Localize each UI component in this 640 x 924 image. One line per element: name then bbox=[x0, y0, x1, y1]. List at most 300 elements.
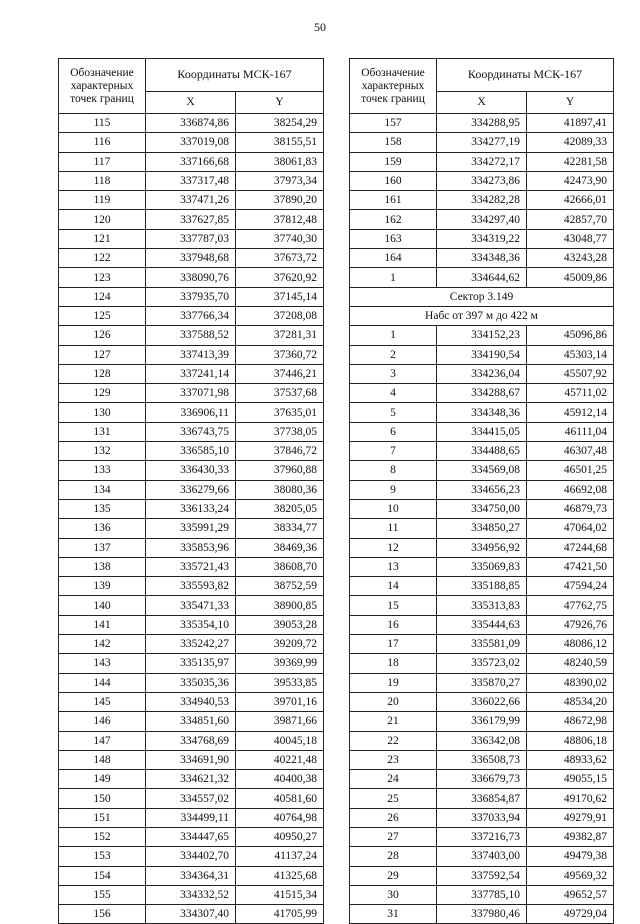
coord-x: 334332,52 bbox=[146, 885, 236, 904]
point-number: 4 bbox=[350, 384, 437, 403]
table-row bbox=[59, 519, 324, 538]
coord-x: 337216,73 bbox=[437, 827, 527, 846]
coord-x: 334656,23 bbox=[437, 480, 527, 499]
point-number: 142 bbox=[59, 635, 146, 654]
coord-x: 335581,09 bbox=[437, 635, 527, 654]
point-number: 23 bbox=[350, 750, 437, 769]
left-table-body bbox=[59, 114, 324, 924]
coord-y: 38155,51 bbox=[236, 133, 324, 152]
coord-x: 334750,00 bbox=[437, 499, 527, 518]
point-number: 144 bbox=[59, 673, 146, 692]
coord-y: 37846,72 bbox=[236, 442, 324, 461]
coord-y: 45096,86 bbox=[527, 326, 614, 345]
table-row bbox=[350, 442, 614, 461]
coord-y: 37973,34 bbox=[236, 171, 324, 190]
point-number: 1 bbox=[350, 268, 437, 287]
coord-y: 38608,70 bbox=[236, 557, 324, 576]
coord-x: 334940,53 bbox=[146, 692, 236, 711]
coord-y: 39533,85 bbox=[236, 673, 324, 692]
table-row bbox=[59, 326, 324, 345]
coord-y: 46879,73 bbox=[527, 499, 614, 518]
coord-x: 334282,28 bbox=[437, 191, 527, 210]
table-row bbox=[350, 114, 614, 133]
point-number: 29 bbox=[350, 866, 437, 885]
coord-y: 49729,04 bbox=[527, 905, 614, 924]
point-number: 27 bbox=[350, 827, 437, 846]
table-row bbox=[350, 577, 614, 596]
point-number: 157 bbox=[350, 114, 437, 133]
coord-x: 335069,83 bbox=[437, 557, 527, 576]
point-number: 12 bbox=[350, 538, 437, 557]
coord-x: 334569,08 bbox=[437, 461, 527, 480]
coord-y: 38254,29 bbox=[236, 114, 324, 133]
coord-y: 37620,92 bbox=[236, 268, 324, 287]
point-number: 14 bbox=[350, 577, 437, 596]
coord-y: 41137,24 bbox=[236, 847, 324, 866]
point-number: 138 bbox=[59, 557, 146, 576]
coord-x: 337071,98 bbox=[146, 384, 236, 403]
x-column-header: X bbox=[437, 91, 527, 113]
coord-x: 334557,02 bbox=[146, 789, 236, 808]
table-row bbox=[350, 191, 614, 210]
point-number: 145 bbox=[59, 692, 146, 711]
coordinates-table-left bbox=[58, 58, 324, 924]
coord-x: 334415,05 bbox=[437, 422, 527, 441]
coord-y: 47926,76 bbox=[527, 615, 614, 634]
coord-y: 48672,98 bbox=[527, 712, 614, 731]
coord-x: 334277,19 bbox=[437, 133, 527, 152]
table-row bbox=[350, 615, 614, 634]
point-number: 1 bbox=[350, 326, 437, 345]
coord-x: 335242,27 bbox=[146, 635, 236, 654]
table-row bbox=[350, 731, 614, 750]
coord-y: 45711,02 bbox=[527, 384, 614, 403]
coord-x: 334297,40 bbox=[437, 210, 527, 229]
coord-x: 336743,75 bbox=[146, 422, 236, 441]
coord-x: 334236,04 bbox=[437, 364, 527, 383]
coord-x: 334273,86 bbox=[437, 171, 527, 190]
coord-x: 334621,32 bbox=[146, 770, 236, 789]
coord-y: 41325,68 bbox=[236, 866, 324, 885]
point-number: 25 bbox=[350, 789, 437, 808]
coord-x: 338090,76 bbox=[146, 268, 236, 287]
coord-y: 38900,85 bbox=[236, 596, 324, 615]
coord-y: 37635,01 bbox=[236, 403, 324, 422]
coordinates-header: Координаты МСК-167 bbox=[146, 59, 324, 92]
coord-y: 48086,12 bbox=[527, 635, 614, 654]
coord-x: 337033,94 bbox=[437, 808, 527, 827]
coord-x: 337403,00 bbox=[437, 847, 527, 866]
point-number: 18 bbox=[350, 654, 437, 673]
coord-y: 42666,01 bbox=[527, 191, 614, 210]
point-number: 143 bbox=[59, 654, 146, 673]
point-number: 125 bbox=[59, 306, 146, 325]
table-row bbox=[59, 133, 324, 152]
point-number: 155 bbox=[59, 885, 146, 904]
table-row bbox=[59, 499, 324, 518]
table-row bbox=[59, 461, 324, 480]
coord-y: 43243,28 bbox=[527, 249, 614, 268]
table-row bbox=[59, 808, 324, 827]
table-row bbox=[59, 847, 324, 866]
coord-x: 336508,73 bbox=[437, 750, 527, 769]
coord-x: 335354,10 bbox=[146, 615, 236, 634]
table-row bbox=[350, 905, 614, 924]
point-number: 26 bbox=[350, 808, 437, 827]
coord-y: 48240,59 bbox=[527, 654, 614, 673]
point-number: 31 bbox=[350, 905, 437, 924]
coord-y: 49479,38 bbox=[527, 847, 614, 866]
table-row bbox=[59, 249, 324, 268]
coord-y: 38205,05 bbox=[236, 499, 324, 518]
coord-y: 37360,72 bbox=[236, 345, 324, 364]
coord-y: 49382,87 bbox=[527, 827, 614, 846]
table-row bbox=[350, 133, 614, 152]
coord-y: 46501,25 bbox=[527, 461, 614, 480]
coord-y: 47244,68 bbox=[527, 538, 614, 557]
table-row bbox=[59, 442, 324, 461]
coord-y: 37537,68 bbox=[236, 384, 324, 403]
coord-y: 37960,88 bbox=[236, 461, 324, 480]
table-row bbox=[350, 673, 614, 692]
coord-x: 334850,27 bbox=[437, 519, 527, 538]
coord-x: 334307,40 bbox=[146, 905, 236, 924]
point-number: 3 bbox=[350, 364, 437, 383]
point-number: 147 bbox=[59, 731, 146, 750]
point-number: 117 bbox=[59, 152, 146, 171]
coord-y: 45009,86 bbox=[527, 268, 614, 287]
point-number: 136 bbox=[59, 519, 146, 538]
point-number: 6 bbox=[350, 422, 437, 441]
table-row bbox=[350, 654, 614, 673]
table-row bbox=[350, 770, 614, 789]
coord-x: 337413,39 bbox=[146, 345, 236, 364]
table-row bbox=[59, 770, 324, 789]
point-number: 122 bbox=[59, 249, 146, 268]
table-row bbox=[350, 345, 614, 364]
coord-x: 337785,10 bbox=[437, 885, 527, 904]
point-number: 20 bbox=[350, 692, 437, 711]
point-number: 16 bbox=[350, 615, 437, 634]
table-row bbox=[350, 384, 614, 403]
table-row bbox=[59, 345, 324, 364]
coord-y: 43048,77 bbox=[527, 229, 614, 248]
point-number: 118 bbox=[59, 171, 146, 190]
table-row bbox=[59, 905, 324, 924]
coord-x: 337471,26 bbox=[146, 191, 236, 210]
coord-x: 336133,24 bbox=[146, 499, 236, 518]
coord-y: 38061,83 bbox=[236, 152, 324, 171]
coord-y: 38334,77 bbox=[236, 519, 324, 538]
table-row bbox=[59, 403, 324, 422]
coord-x: 337317,48 bbox=[146, 171, 236, 190]
coord-y: 39209,72 bbox=[236, 635, 324, 654]
coord-x: 334499,11 bbox=[146, 808, 236, 827]
point-number: 151 bbox=[59, 808, 146, 827]
coord-x: 336679,73 bbox=[437, 770, 527, 789]
point-number: 164 bbox=[350, 249, 437, 268]
point-number: 135 bbox=[59, 499, 146, 518]
point-number: 150 bbox=[59, 789, 146, 808]
table-row bbox=[59, 712, 324, 731]
point-number: 10 bbox=[350, 499, 437, 518]
table-row bbox=[59, 384, 324, 403]
coord-x: 334364,31 bbox=[146, 866, 236, 885]
table-row bbox=[59, 152, 324, 171]
coord-x: 336585,10 bbox=[146, 442, 236, 461]
coord-x: 335593,82 bbox=[146, 577, 236, 596]
table-row bbox=[59, 268, 324, 287]
sector-title: Сектор 3.149 bbox=[350, 287, 614, 306]
coord-y: 45303,14 bbox=[527, 345, 614, 364]
coord-y: 41897,41 bbox=[527, 114, 614, 133]
coord-y: 48390,02 bbox=[527, 673, 614, 692]
coord-y: 48806,18 bbox=[527, 731, 614, 750]
coord-y: 37673,72 bbox=[236, 249, 324, 268]
table-row bbox=[350, 538, 614, 557]
coord-y: 47762,75 bbox=[527, 596, 614, 615]
coord-x: 337948,68 bbox=[146, 249, 236, 268]
coord-x: 334348,36 bbox=[437, 403, 527, 422]
coord-x: 337588,52 bbox=[146, 326, 236, 345]
point-number: 154 bbox=[59, 866, 146, 885]
coord-x: 337627,85 bbox=[146, 210, 236, 229]
coord-y: 40400,38 bbox=[236, 770, 324, 789]
coord-x: 334190,54 bbox=[437, 345, 527, 364]
table-row bbox=[350, 229, 614, 248]
table-row bbox=[59, 364, 324, 383]
table-row bbox=[59, 538, 324, 557]
point-number: 8 bbox=[350, 461, 437, 480]
table-row bbox=[350, 827, 614, 846]
coord-x: 336906,11 bbox=[146, 403, 236, 422]
table-row bbox=[350, 866, 614, 885]
coord-x: 337166,68 bbox=[146, 152, 236, 171]
point-number: 156 bbox=[59, 905, 146, 924]
coord-y: 42089,33 bbox=[527, 133, 614, 152]
point-number: 158 bbox=[350, 133, 437, 152]
table-row bbox=[59, 287, 324, 306]
table-row bbox=[59, 557, 324, 576]
coord-y: 46111,04 bbox=[527, 422, 614, 441]
coord-x: 334768,69 bbox=[146, 731, 236, 750]
coord-x: 336279,66 bbox=[146, 480, 236, 499]
coord-y: 39053,28 bbox=[236, 615, 324, 634]
table-row bbox=[59, 827, 324, 846]
table-row bbox=[59, 229, 324, 248]
table-row bbox=[59, 731, 324, 750]
table-row bbox=[59, 885, 324, 904]
table-row bbox=[59, 171, 324, 190]
table-row bbox=[59, 596, 324, 615]
coord-y: 40221,48 bbox=[236, 750, 324, 769]
coordinates-header: Координаты МСК-167 bbox=[437, 59, 614, 92]
coord-y: 49170,62 bbox=[527, 789, 614, 808]
coordinates-table-right bbox=[349, 58, 614, 924]
coord-y: 37208,08 bbox=[236, 306, 324, 325]
table-row bbox=[350, 268, 614, 287]
coord-x: 335188,85 bbox=[437, 577, 527, 596]
coord-x: 335135,97 bbox=[146, 654, 236, 673]
point-number: 17 bbox=[350, 635, 437, 654]
coord-x: 336179,99 bbox=[437, 712, 527, 731]
coord-x: 336342,08 bbox=[437, 731, 527, 750]
coord-y: 48534,20 bbox=[527, 692, 614, 711]
coord-y: 37740,30 bbox=[236, 229, 324, 248]
right-table-body bbox=[350, 114, 614, 924]
sector-height-range: Набс от 397 м до 422 м bbox=[350, 306, 614, 325]
table-row bbox=[350, 635, 614, 654]
coord-y: 40581,60 bbox=[236, 789, 324, 808]
coord-y: 40764,98 bbox=[236, 808, 324, 827]
table-row bbox=[350, 480, 614, 499]
point-number: 2 bbox=[350, 345, 437, 364]
point-number: 28 bbox=[350, 847, 437, 866]
coord-x: 334288,95 bbox=[437, 114, 527, 133]
coord-y: 47421,50 bbox=[527, 557, 614, 576]
coord-y: 47594,24 bbox=[527, 577, 614, 596]
coord-x: 337935,70 bbox=[146, 287, 236, 306]
point-column-header: Обозначение характерных точек границ bbox=[350, 59, 437, 114]
coord-x: 334956,92 bbox=[437, 538, 527, 557]
coord-x: 334272,17 bbox=[437, 152, 527, 171]
table-row bbox=[350, 403, 614, 422]
coord-x: 336430,33 bbox=[146, 461, 236, 480]
table-row bbox=[350, 422, 614, 441]
table-row bbox=[59, 306, 324, 325]
coord-x: 337787,03 bbox=[146, 229, 236, 248]
point-number: 163 bbox=[350, 229, 437, 248]
point-number: 116 bbox=[59, 133, 146, 152]
coord-x: 335870,27 bbox=[437, 673, 527, 692]
coord-y: 41705,99 bbox=[236, 905, 324, 924]
coord-x: 335853,96 bbox=[146, 538, 236, 557]
coord-y: 37281,31 bbox=[236, 326, 324, 345]
point-number: 119 bbox=[59, 191, 146, 210]
point-number: 128 bbox=[59, 364, 146, 383]
sector-title-row bbox=[350, 287, 614, 306]
table-row bbox=[350, 808, 614, 827]
point-number: 137 bbox=[59, 538, 146, 557]
table-row bbox=[59, 191, 324, 210]
point-number: 160 bbox=[350, 171, 437, 190]
coord-x: 334851,60 bbox=[146, 712, 236, 731]
point-number: 161 bbox=[350, 191, 437, 210]
point-column-header: Обозначение характерных точек границ bbox=[59, 59, 146, 114]
coord-x: 336874,86 bbox=[146, 114, 236, 133]
coord-x: 337241,14 bbox=[146, 364, 236, 383]
coord-y: 48933,62 bbox=[527, 750, 614, 769]
table-row bbox=[59, 654, 324, 673]
y-column-header: Y bbox=[527, 91, 614, 113]
point-number: 124 bbox=[59, 287, 146, 306]
point-number: 24 bbox=[350, 770, 437, 789]
coord-x: 337766,34 bbox=[146, 306, 236, 325]
coord-y: 39871,66 bbox=[236, 712, 324, 731]
point-number: 162 bbox=[350, 210, 437, 229]
coord-y: 49279,91 bbox=[527, 808, 614, 827]
table-row bbox=[59, 422, 324, 441]
coord-x: 336854,87 bbox=[437, 789, 527, 808]
coord-y: 46692,08 bbox=[527, 480, 614, 499]
coord-x: 335035,36 bbox=[146, 673, 236, 692]
point-number: 153 bbox=[59, 847, 146, 866]
coord-x: 334348,36 bbox=[437, 249, 527, 268]
coord-y: 38080,36 bbox=[236, 480, 324, 499]
table-row bbox=[350, 750, 614, 769]
point-number: 126 bbox=[59, 326, 146, 345]
coord-y: 42473,90 bbox=[527, 171, 614, 190]
coord-x: 334691,90 bbox=[146, 750, 236, 769]
coord-y: 37446,21 bbox=[236, 364, 324, 383]
coord-x: 337019,08 bbox=[146, 133, 236, 152]
table-row bbox=[350, 171, 614, 190]
coord-x: 334319,22 bbox=[437, 229, 527, 248]
coord-x: 336022,66 bbox=[437, 692, 527, 711]
table-row bbox=[350, 210, 614, 229]
coord-y: 42281,58 bbox=[527, 152, 614, 171]
point-number: 152 bbox=[59, 827, 146, 846]
x-column-header: X bbox=[146, 91, 236, 113]
table-row bbox=[350, 885, 614, 904]
table-row bbox=[350, 364, 614, 383]
coord-y: 42857,70 bbox=[527, 210, 614, 229]
point-number: 140 bbox=[59, 596, 146, 615]
coord-y: 38752,59 bbox=[236, 577, 324, 596]
y-column-header: Y bbox=[236, 91, 324, 113]
coord-y: 49569,32 bbox=[527, 866, 614, 885]
point-number: 21 bbox=[350, 712, 437, 731]
table-row bbox=[59, 210, 324, 229]
coord-y: 45507,92 bbox=[527, 364, 614, 383]
coord-x: 335723,02 bbox=[437, 654, 527, 673]
point-number: 15 bbox=[350, 596, 437, 615]
point-number: 11 bbox=[350, 519, 437, 538]
table-row bbox=[350, 326, 614, 345]
table-row bbox=[350, 789, 614, 808]
table-row bbox=[59, 866, 324, 885]
coord-y: 46307,48 bbox=[527, 442, 614, 461]
table-row bbox=[59, 615, 324, 634]
coord-y: 38469,36 bbox=[236, 538, 324, 557]
coord-y: 49652,57 bbox=[527, 885, 614, 904]
table-row bbox=[350, 712, 614, 731]
point-number: 7 bbox=[350, 442, 437, 461]
coord-x: 335471,33 bbox=[146, 596, 236, 615]
coord-x: 335313,83 bbox=[437, 596, 527, 615]
coord-x: 334152,23 bbox=[437, 326, 527, 345]
coord-y: 37890,20 bbox=[236, 191, 324, 210]
coord-x: 334644,62 bbox=[437, 268, 527, 287]
coord-y: 37738,05 bbox=[236, 422, 324, 441]
table-row bbox=[350, 152, 614, 171]
point-number: 146 bbox=[59, 712, 146, 731]
coord-y: 37145,14 bbox=[236, 287, 324, 306]
point-number: 139 bbox=[59, 577, 146, 596]
point-number: 141 bbox=[59, 615, 146, 634]
table-row bbox=[350, 519, 614, 538]
coord-y: 49055,15 bbox=[527, 770, 614, 789]
point-number: 5 bbox=[350, 403, 437, 422]
table-row bbox=[350, 557, 614, 576]
point-number: 121 bbox=[59, 229, 146, 248]
table-row bbox=[350, 596, 614, 615]
coord-x: 334402,70 bbox=[146, 847, 236, 866]
point-number: 30 bbox=[350, 885, 437, 904]
table-row bbox=[59, 635, 324, 654]
coord-x: 335991,29 bbox=[146, 519, 236, 538]
coord-y: 37812,48 bbox=[236, 210, 324, 229]
